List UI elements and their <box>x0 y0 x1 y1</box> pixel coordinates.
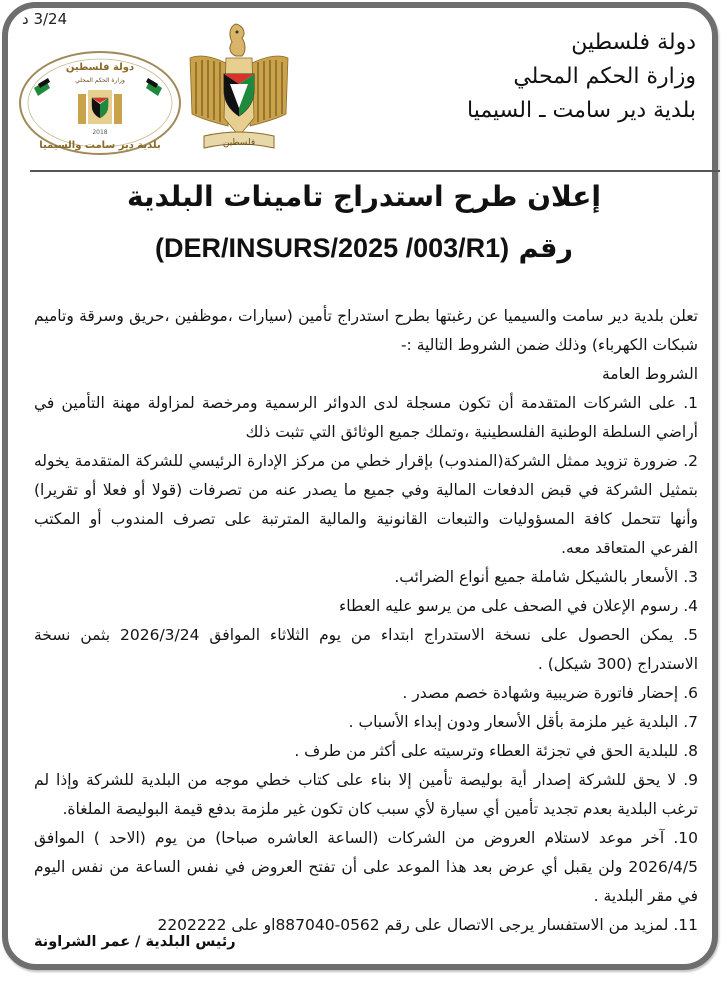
term-number: 3. <box>683 568 698 586</box>
mayor-signature: رئيس البلدية / عمر الشراونة <box>34 934 236 950</box>
term-text: لمزيد من الاستفسار يرجى الاتصال على رقم 0562-887040او على 2202222 <box>157 916 669 934</box>
term-item <box>34 389 698 447</box>
svg-text:وزارة الحكم المحلي: وزارة الحكم المحلي <box>75 77 125 84</box>
reference-number: 3/24 د <box>22 10 68 28</box>
municipality-seal-icon <box>16 48 184 158</box>
term-text: للبلدية الحق في تجزئة العطاء وترسيته على أكثر من طرف . <box>294 742 679 760</box>
term-text: آخر موعد لاستلام العروض من الشركات (الساعة العاشره صباحا) من يوم (الاحد ) الموافق 2026/4/5 ولن يقبل أي عرض بعد هذا الموعد على أن تفتح العروض في نفس الساعة من نفس اليوم في مقر البلدية . <box>34 829 698 905</box>
issuer-header <box>436 26 696 128</box>
announcement-title: إعلان طرح استدراج تامينات البلدية <box>127 180 601 213</box>
reference-code: (DER/INSURS/2025 /003/R1) <box>155 233 510 263</box>
svg-text:فلسطين: فلسطين <box>222 138 256 148</box>
term-number: 6. <box>683 684 698 702</box>
term-text: البلدية غير ملزمة بأقل الأسعار ودون إبداء الأسباب . <box>348 713 679 731</box>
svg-text:بلدية دير سامت والسيميا: بلدية دير سامت والسيميا <box>39 140 161 151</box>
term-text: على الشركات المتقدمة أن تكون مسجلة لدى الدوائر الرسمية ومرخصة لمزاولة مهنة التأمين في أراضي السلطة الوطنية الفلسطينية ،وتملك جميع الوثائق التي تثبت ذلك <box>34 394 698 441</box>
term-text: ضرورة تزويد ممثل الشركة(المندوب) بإقرار خطي من مركز الإدارة الرئيسي للشركة المتقدمة يخوله بتمثيل الشركة في قبض الدفعات المالية وفي جميع ما يصدر عنه من تصرفات (قولا أو فعلا أو تقريرا) وأنها تتحمل كافة المسؤوليات والتبعات القانونية والمالية المترتبة على تصرف المندوب أو المكتب الفرعي المتعاقد معه. <box>34 452 698 557</box>
term-number: 9. <box>683 771 698 789</box>
term-number: 1. <box>683 394 698 412</box>
term-item <box>34 592 698 621</box>
term-item <box>34 766 698 824</box>
palestine-eagle-emblem-icon <box>184 18 294 156</box>
term-item <box>34 737 698 766</box>
term-number: 11. <box>673 916 698 934</box>
term-number: 5. <box>683 626 698 644</box>
term-item <box>34 447 698 563</box>
term-number: 2. <box>683 452 698 470</box>
term-text: الأسعار بالشيكل شاملة جميع أنواع الضرائب. <box>394 568 679 586</box>
header-ministry: وزارة الحكم المحلي <box>513 64 696 89</box>
announcement-reference <box>0 230 728 267</box>
svg-text:2018: 2018 <box>92 129 108 136</box>
header-divider <box>30 170 720 172</box>
intro-paragraph: تعلن بلدية دير سامت والسيميا عن رغبتها بطرح استدراج تأمين (سيارات ،موظفين ،حريق وسرقة وتاميم شبكات الكهرباء) وذلك ضمن الشروط التالية :- <box>34 307 698 354</box>
term-item <box>34 621 698 679</box>
term-number: 10. <box>673 829 698 847</box>
term-number: 7. <box>683 713 698 731</box>
svg-text:دولة فلسطين: دولة فلسطين <box>65 62 135 73</box>
header-state: دولة فلسطين <box>571 30 696 55</box>
term-text: يمكن الحصول على نسخة الاستدراج ابتداء من يوم الثلاثاء الموافق 2026/3/24 بثمن نسخة الاستدراج (300 شيكل) . <box>34 626 698 673</box>
term-text: لا يحق للشركة إصدار أية بوليصة تأمين إلا بناء على كتاب خطي موجه من البلدية للشركة وإذا لم ترغب البلدية بعدم تجديد تأمين أي سيارة لأي سبب كان تكون غير ملزمة بدفع قيمة البوليصة الملغاة. <box>34 771 698 818</box>
term-text: إحضار فاتورة ضريبية وشهادة خصم مصدر . <box>402 684 679 702</box>
term-item <box>34 679 698 708</box>
term-item <box>34 708 698 737</box>
term-number: 8. <box>683 742 698 760</box>
term-text: رسوم الإعلان في الصحف على من يرسو عليه العطاء <box>339 597 679 615</box>
term-number: 4. <box>683 597 698 615</box>
general-terms-heading: الشروط العامة <box>602 365 698 383</box>
announcement-body <box>34 302 698 940</box>
term-item <box>34 824 698 911</box>
header-municipality: بلدية دير سامت ـ السيميا <box>466 98 696 123</box>
reference-label: رقم <box>518 233 573 264</box>
term-item <box>34 563 698 592</box>
